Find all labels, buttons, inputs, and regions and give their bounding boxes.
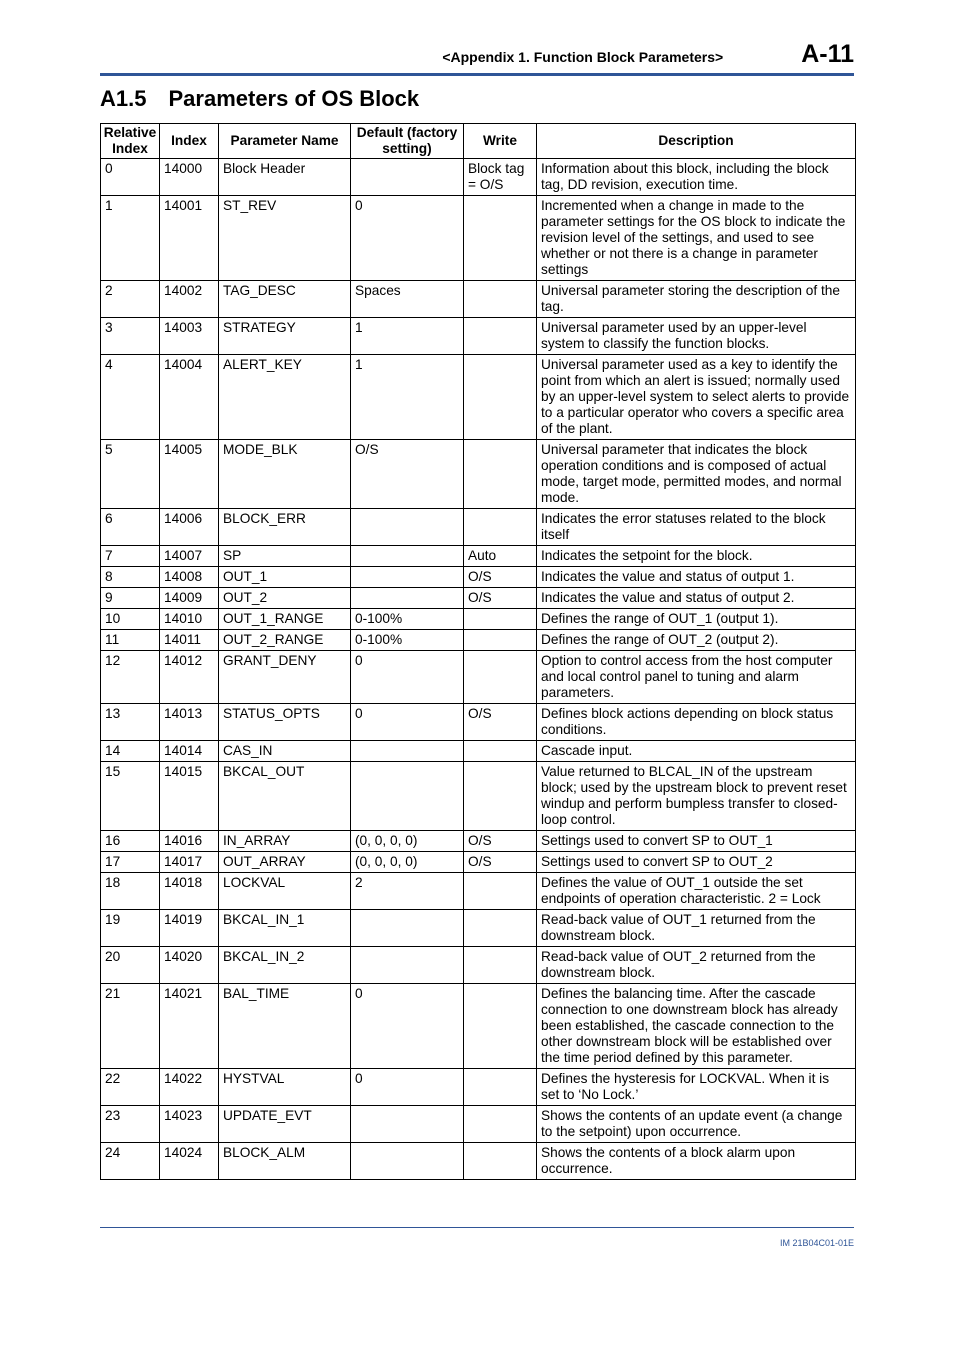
table-row — [101, 651, 856, 704]
cell-index: 14016 — [160, 831, 219, 852]
cell-relative-index: 21 — [101, 984, 160, 1069]
cell-write — [464, 984, 537, 1069]
cell-index: 14023 — [160, 1106, 219, 1143]
cell-default — [351, 762, 464, 831]
cell-description: Settings used to convert SP to OUT_2 — [537, 852, 856, 873]
cell-description: Value returned to BLCAL_IN of the upstream block; used by the upstream block to prevent reset windup and perform bumpless transfer to closed-loop control. — [537, 762, 856, 831]
cell-parameter-name: OUT_1_RANGE — [219, 609, 351, 630]
column-header-relative-index: Relative Index — [101, 124, 160, 159]
cell-default — [351, 910, 464, 947]
cell-parameter-name: OUT_ARRAY — [219, 852, 351, 873]
cell-index: 14022 — [160, 1069, 219, 1106]
cell-parameter-name: LOCKVAL — [219, 873, 351, 910]
table-header-row — [101, 124, 856, 159]
cell-description: Indicates the setpoint for the block. — [537, 546, 856, 567]
cell-relative-index: 13 — [101, 704, 160, 741]
cell-parameter-name: Block Header — [219, 159, 351, 196]
parameters-table — [100, 123, 856, 1180]
cell-parameter-name: CAS_IN — [219, 741, 351, 762]
cell-index: 14003 — [160, 318, 219, 355]
cell-index: 14007 — [160, 546, 219, 567]
cell-default: 0 — [351, 704, 464, 741]
cell-relative-index: 2 — [101, 281, 160, 318]
cell-write — [464, 440, 537, 509]
column-header-write: Write — [464, 124, 537, 159]
table-row — [101, 831, 856, 852]
header-section-title: <Appendix 1. Function Block Parameters> — [442, 49, 724, 65]
cell-default: 0 — [351, 984, 464, 1069]
cell-parameter-name: ST_REV — [219, 196, 351, 281]
table-row — [101, 873, 856, 910]
section-heading — [100, 86, 419, 112]
cell-parameter-name: TAG_DESC — [219, 281, 351, 318]
cell-write: O/S — [464, 831, 537, 852]
cell-default: 0 — [351, 196, 464, 281]
cell-index: 14018 — [160, 873, 219, 910]
cell-default — [351, 509, 464, 546]
cell-write — [464, 355, 537, 440]
table-row — [101, 704, 856, 741]
cell-relative-index: 1 — [101, 196, 160, 281]
table-row — [101, 630, 856, 651]
cell-index: 14012 — [160, 651, 219, 704]
cell-description: Settings used to convert SP to OUT_1 — [537, 831, 856, 852]
cell-description: Universal parameter used as a key to identify the point from which an alert is issued; normally used by an upper-level system to select alerts to provide to a particular operator who covers a specific area of the plant. — [537, 355, 856, 440]
cell-description: Defines the hysteresis for LOCKVAL. When it is set to ‘No Lock.’ — [537, 1069, 856, 1106]
cell-description: Indicates the value and status of output 1. — [537, 567, 856, 588]
cell-write — [464, 651, 537, 704]
cell-description: Read-back value of OUT_2 returned from the downstream block. — [537, 947, 856, 984]
cell-description: Incremented when a change in made to the parameter settings for the OS block to indicate the revision level of the settings, and used to see whether or not there is a change in parameter settings — [537, 196, 856, 281]
table-row — [101, 910, 856, 947]
cell-index: 14017 — [160, 852, 219, 873]
cell-default: 0 — [351, 1069, 464, 1106]
cell-description: Universal parameter used by an upper-level system to classify the function blocks. — [537, 318, 856, 355]
table-row — [101, 196, 856, 281]
cell-write: O/S — [464, 852, 537, 873]
cell-relative-index: 23 — [101, 1106, 160, 1143]
table-row — [101, 281, 856, 318]
table-row — [101, 762, 856, 831]
cell-default — [351, 1106, 464, 1143]
cell-write — [464, 1069, 537, 1106]
cell-default: (0, 0, 0, 0) — [351, 831, 464, 852]
cell-relative-index: 22 — [101, 1069, 160, 1106]
table-row — [101, 1106, 856, 1143]
cell-default — [351, 741, 464, 762]
cell-relative-index: 10 — [101, 609, 160, 630]
column-header-description: Description — [537, 124, 856, 159]
cell-parameter-name: OUT_2 — [219, 588, 351, 609]
section-number: A1.5 — [100, 86, 147, 111]
cell-default — [351, 567, 464, 588]
cell-default: Spaces — [351, 281, 464, 318]
cell-relative-index: 20 — [101, 947, 160, 984]
cell-index: 14008 — [160, 567, 219, 588]
cell-description: Universal parameter storing the description of the tag. — [537, 281, 856, 318]
cell-relative-index: 16 — [101, 831, 160, 852]
cell-default: (0, 0, 0, 0) — [351, 852, 464, 873]
cell-index: 14006 — [160, 509, 219, 546]
cell-parameter-name: IN_ARRAY — [219, 831, 351, 852]
cell-description: Indicates the value and status of output 2. — [537, 588, 856, 609]
cell-index: 14014 — [160, 741, 219, 762]
table-row — [101, 159, 856, 196]
cell-index: 14002 — [160, 281, 219, 318]
cell-index: 14019 — [160, 910, 219, 947]
cell-default — [351, 588, 464, 609]
cell-write: O/S — [464, 567, 537, 588]
cell-index: 14020 — [160, 947, 219, 984]
cell-index: 14010 — [160, 609, 219, 630]
table-body — [101, 159, 856, 1180]
cell-write: O/S — [464, 588, 537, 609]
column-header-parameter-name: Parameter Name — [219, 124, 351, 159]
cell-write — [464, 281, 537, 318]
cell-index: 14004 — [160, 355, 219, 440]
cell-description: Indicates the error statuses related to the block itself — [537, 509, 856, 546]
cell-index: 14001 — [160, 196, 219, 281]
cell-write — [464, 318, 537, 355]
cell-index: 14024 — [160, 1143, 219, 1180]
cell-description: Cascade input. — [537, 741, 856, 762]
cell-relative-index: 18 — [101, 873, 160, 910]
header-rule — [100, 73, 854, 76]
table-row — [101, 440, 856, 509]
cell-relative-index: 15 — [101, 762, 160, 831]
cell-relative-index: 17 — [101, 852, 160, 873]
cell-description: Defines the range of OUT_1 (output 1). — [537, 609, 856, 630]
column-header-index: Index — [160, 124, 219, 159]
cell-parameter-name: STATUS_OPTS — [219, 704, 351, 741]
cell-write — [464, 741, 537, 762]
cell-index: 14015 — [160, 762, 219, 831]
page-header — [442, 40, 854, 69]
cell-index: 14021 — [160, 984, 219, 1069]
cell-index: 14000 — [160, 159, 219, 196]
cell-default — [351, 159, 464, 196]
cell-default: 0 — [351, 651, 464, 704]
cell-parameter-name: BKCAL_IN_2 — [219, 947, 351, 984]
cell-relative-index: 14 — [101, 741, 160, 762]
cell-relative-index: 3 — [101, 318, 160, 355]
cell-index: 14013 — [160, 704, 219, 741]
cell-relative-index: 11 — [101, 630, 160, 651]
section-title: Parameters of OS Block — [168, 86, 420, 111]
cell-write — [464, 196, 537, 281]
cell-relative-index: 9 — [101, 588, 160, 609]
cell-relative-index: 19 — [101, 910, 160, 947]
cell-relative-index: 7 — [101, 546, 160, 567]
cell-write — [464, 609, 537, 630]
column-header-default: Default (factory setting) — [351, 124, 464, 159]
cell-relative-index: 8 — [101, 567, 160, 588]
cell-description: Universal parameter that indicates the block operation conditions and is composed of actual mode, target mode, permitted modes, and normal mode. — [537, 440, 856, 509]
page-number: A-11 — [801, 40, 854, 68]
cell-parameter-name: STRATEGY — [219, 318, 351, 355]
table-row — [101, 588, 856, 609]
table-row — [101, 609, 856, 630]
cell-default: 0-100% — [351, 630, 464, 651]
cell-write — [464, 910, 537, 947]
table-row — [101, 546, 856, 567]
cell-default: 2 — [351, 873, 464, 910]
footer-rule — [100, 1227, 854, 1228]
cell-write: O/S — [464, 704, 537, 741]
table-row — [101, 318, 856, 355]
cell-description: Defines block actions depending on block status conditions. — [537, 704, 856, 741]
cell-write — [464, 630, 537, 651]
cell-parameter-name: GRANT_DENY — [219, 651, 351, 704]
cell-parameter-name: BLOCK_ALM — [219, 1143, 351, 1180]
cell-description: Shows the contents of an update event (a change to the setpoint) upon occurrence. — [537, 1106, 856, 1143]
cell-parameter-name: BLOCK_ERR — [219, 509, 351, 546]
table-row — [101, 1143, 856, 1180]
cell-index: 14009 — [160, 588, 219, 609]
cell-relative-index: 0 — [101, 159, 160, 196]
cell-write — [464, 1106, 537, 1143]
table-row — [101, 567, 856, 588]
cell-parameter-name: UPDATE_EVT — [219, 1106, 351, 1143]
cell-description: Read-back value of OUT_1 returned from the downstream block. — [537, 910, 856, 947]
cell-default: O/S — [351, 440, 464, 509]
cell-default: 1 — [351, 355, 464, 440]
cell-description: Defines the range of OUT_2 (output 2). — [537, 630, 856, 651]
table-row — [101, 852, 856, 873]
cell-parameter-name: HYSTVAL — [219, 1069, 351, 1106]
cell-write — [464, 509, 537, 546]
cell-description: Shows the contents of a block alarm upon occurrence. — [537, 1143, 856, 1180]
cell-parameter-name: BAL_TIME — [219, 984, 351, 1069]
cell-parameter-name: SP — [219, 546, 351, 567]
cell-parameter-name: MODE_BLK — [219, 440, 351, 509]
cell-relative-index: 5 — [101, 440, 160, 509]
cell-relative-index: 12 — [101, 651, 160, 704]
document-id: IM 21B04C01-01E — [779, 1238, 854, 1248]
cell-write: Block tag = O/S — [464, 159, 537, 196]
cell-parameter-name: OUT_2_RANGE — [219, 630, 351, 651]
table-row — [101, 355, 856, 440]
cell-default — [351, 947, 464, 984]
cell-default — [351, 1143, 464, 1180]
cell-parameter-name: OUT_1 — [219, 567, 351, 588]
table-row — [101, 509, 856, 546]
cell-parameter-name: BKCAL_IN_1 — [219, 910, 351, 947]
cell-parameter-name: BKCAL_OUT — [219, 762, 351, 831]
cell-relative-index: 4 — [101, 355, 160, 440]
cell-write — [464, 762, 537, 831]
cell-index: 14005 — [160, 440, 219, 509]
cell-parameter-name: ALERT_KEY — [219, 355, 351, 440]
cell-default: 1 — [351, 318, 464, 355]
cell-relative-index: 6 — [101, 509, 160, 546]
cell-default: 0-100% — [351, 609, 464, 630]
table-row — [101, 947, 856, 984]
table-row — [101, 1069, 856, 1106]
cell-relative-index: 24 — [101, 1143, 160, 1180]
cell-write — [464, 873, 537, 910]
cell-write — [464, 947, 537, 984]
table-row — [101, 741, 856, 762]
cell-description: Defines the balancing time. After the cascade connection to one downstream block has already been established, the cascade connection to the other downstream block will be established over the time period defined by this parameter. — [537, 984, 856, 1069]
cell-index: 14011 — [160, 630, 219, 651]
cell-default — [351, 546, 464, 567]
cell-description: Information about this block, including the block tag, DD revision, execution time. — [537, 159, 856, 196]
table-row — [101, 984, 856, 1069]
cell-description: Option to control access from the host computer and local control panel to tuning and alarm parameters. — [537, 651, 856, 704]
cell-write — [464, 1143, 537, 1180]
cell-write: Auto — [464, 546, 537, 567]
cell-description: Defines the value of OUT_1 outside the set endpoints of operation characteristic. 2 = Lock — [537, 873, 856, 910]
